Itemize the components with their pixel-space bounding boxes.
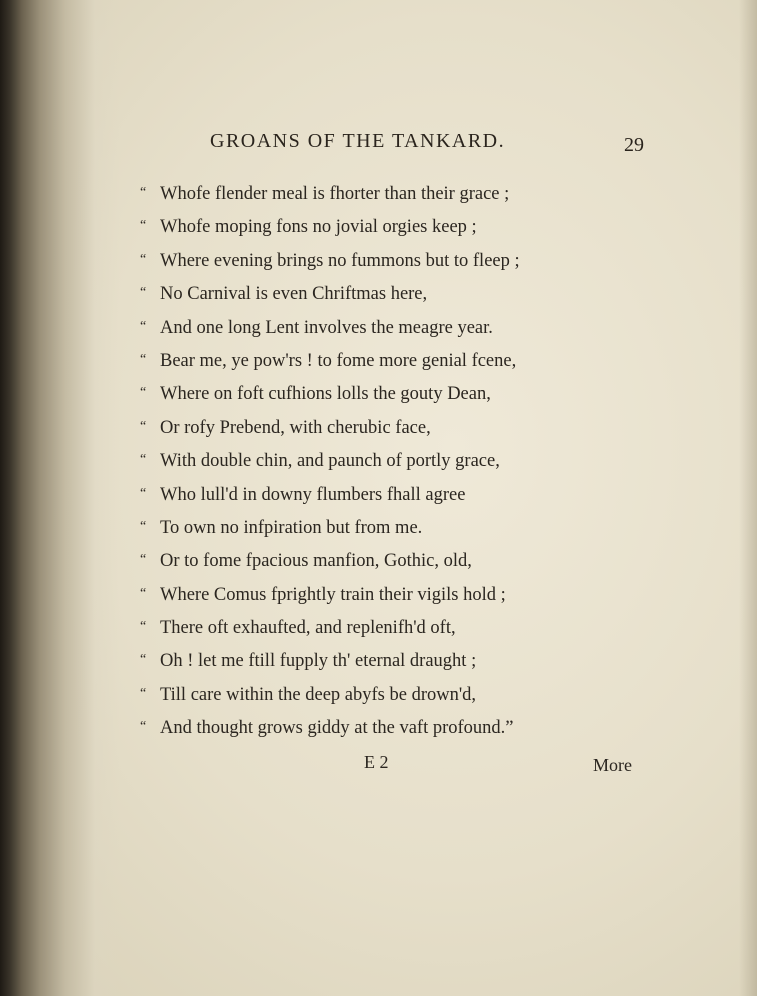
verse-line [140,577,620,610]
opening-quote: “ [140,418,147,434]
verse-line-text: Bear me, ye pow'rs ! to fome more genial fcene, [160,350,517,371]
verse-line [140,209,620,242]
verse-line [140,477,620,510]
opening-quote: “ [140,351,147,367]
verse-line [140,243,620,276]
opening-quote: “ [140,685,147,701]
verse-line-text: Till care within the deep abyfs be drown'd, [160,684,477,705]
catchword: More [593,755,632,775]
opening-quote: “ [140,185,147,200]
page-edge-shadow [739,0,757,996]
opening-quote: “ [140,318,147,334]
verse-line-text: With double chin, and paunch of portly grace, [160,451,500,472]
page-number: 29 [624,134,644,156]
verse-block [140,176,620,744]
opening-quote: “ [140,619,147,635]
opening-quote: “ [140,485,147,501]
verse-line-text: And one long Lent involves the meagre year. [160,317,493,338]
verse-line-text: Whofe moping fons no jovial orgies keep ; [160,217,477,238]
verse-line-text: Where evening brings no fummons but to fleep ; [160,250,520,271]
verse-line [140,543,620,576]
verse-line [140,310,620,343]
verse-line [140,176,620,209]
verse-line [140,443,620,476]
opening-quote: “ [140,452,147,468]
verse-line-text: Who lull'd in downy flumbers fhall agree [160,484,466,505]
verse-line [140,710,620,743]
opening-quote: “ [140,652,147,668]
verse-line-text: Or rofy Prebend, with cherubic face, [160,417,431,438]
verse-line-text: Where Comus fprightly train their vigils hold ; [160,584,506,605]
verse-line-text: Or to fome fpacious manfion, Gothic, old, [160,551,472,572]
verse-line [140,510,620,543]
verse-line [140,376,620,409]
show-through-text [600,180,750,480]
opening-quote: “ [140,585,147,601]
verse-line [140,343,620,376]
verse-line [140,276,620,309]
opening-quote: “ [140,552,147,568]
verse-line-text: To own no infpiration but from me. [160,517,423,538]
page-gutter-shadow [0,0,120,996]
verse-line-text: And thought grows giddy at the vaft profound.” [160,718,514,739]
verse-line [140,410,620,443]
verse-line-text: There oft exhaufted, and replenifh'd oft, [160,618,456,639]
running-head: GROANS OF THE TANKARD. [210,130,506,152]
opening-quote: “ [140,518,147,534]
signature-mark: E 2 [364,752,389,772]
verse-line-text: Whofe flender meal is fhorter than their grace ; [160,184,510,204]
verse-line [140,677,620,710]
verse-line-text: Oh ! let me ftill fupply th' eternal draught ; [160,651,477,672]
opening-quote: “ [140,218,147,234]
opening-quote: “ [140,251,147,267]
verse-line [140,643,620,676]
opening-quote: “ [140,385,147,401]
opening-quote: “ [140,719,147,735]
verse-line [140,610,620,643]
verse-line-text: Where on foft cufhions lolls the gouty Dean, [160,384,491,405]
verse-line-text: No Carnival is even Chriftmas here, [160,284,428,305]
opening-quote: “ [140,285,147,301]
